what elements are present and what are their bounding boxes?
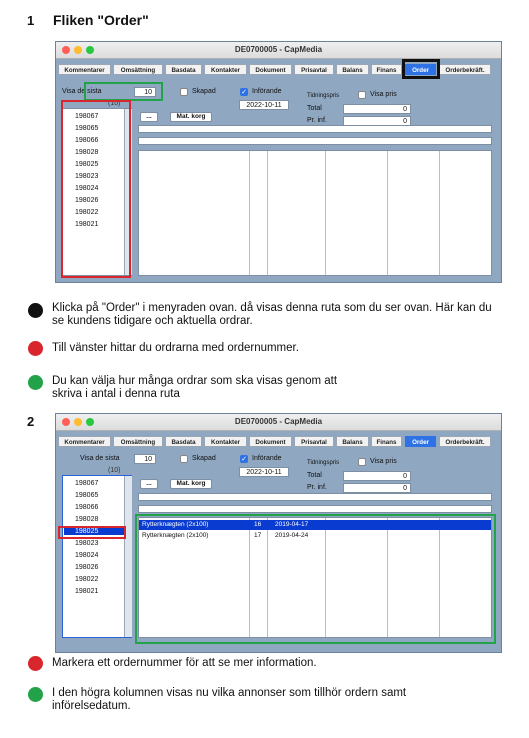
visa-pris-checkbox[interactable]: [358, 458, 366, 466]
visa-de-sista-label: Visa de sista: [80, 455, 120, 462]
order-item[interactable]: 198026: [75, 564, 99, 571]
visa-de-sista-label: Visa de sista: [62, 88, 102, 95]
tab-bar: [56, 64, 501, 75]
order-item[interactable]: 198023: [75, 540, 99, 547]
black-bullet-icon: [28, 303, 43, 318]
header-bar: [138, 505, 492, 513]
window-title: DE0700005 - CapMedia: [234, 45, 323, 54]
tidningspris-label: Tidningspris: [307, 460, 340, 466]
tab-orderbekraft[interactable]: Orderbekräft.: [439, 436, 491, 447]
order-item[interactable]: 198066: [75, 504, 99, 511]
ad-row-selected[interactable]: [139, 520, 491, 530]
green-bullet-icon: [28, 375, 43, 390]
pr-inf-label: Pr. inf.: [307, 117, 327, 124]
step-title: Fliken "Order": [53, 12, 149, 28]
tab-orderbekraft[interactable]: Orderbekräft.: [439, 64, 491, 75]
tidningspris-label: Tidningspris: [307, 93, 340, 99]
red-bullet-icon: [28, 341, 43, 356]
total-label: Total: [307, 105, 322, 112]
inforande-checkbox[interactable]: ✓: [241, 456, 247, 463]
tab-kontakter[interactable]: Kontakter: [204, 64, 247, 75]
green-bullet-icon: [28, 687, 43, 702]
pr-inf-field: 0: [343, 116, 411, 126]
ads-grid[interactable]: [138, 150, 492, 276]
tab-basdata[interactable]: Basdata: [165, 436, 202, 447]
ad-row[interactable]: [139, 531, 491, 541]
ad-date: 2019-04-17: [275, 521, 309, 528]
visa-pris-checkbox[interactable]: [358, 91, 366, 99]
dots-button[interactable]: ...: [140, 479, 158, 489]
tab-basdata[interactable]: Basdata: [165, 64, 202, 75]
date-field[interactable]: 2022-10-11: [239, 467, 289, 477]
total-label: Total: [307, 472, 322, 479]
note-order-tab: Klicka på "Order" i menyraden ovan. då visas denna ruta som du ser ovan. Här kan du se kundens tidigare och aktuella ordrar.: [52, 302, 492, 327]
mat-korg-button[interactable]: Mat. korg: [170, 479, 212, 489]
date-field[interactable]: 2022-10-11: [239, 100, 289, 110]
info-bar: [138, 493, 492, 501]
note-order-list: Till vänster hittar du ordrarna med ordernummer.: [52, 342, 299, 354]
window-title: DE0700005 - CapMedia: [234, 417, 323, 426]
header-bar: [138, 137, 492, 145]
skapad-label: Skapad: [192, 455, 216, 462]
order-item[interactable]: 198067: [75, 480, 99, 487]
tab-order[interactable]: Order: [405, 436, 436, 447]
order-list[interactable]: [62, 475, 132, 638]
tab-prisavtal[interactable]: Prisavtal: [294, 436, 334, 447]
pr-inf-label: Pr. inf.: [307, 484, 327, 491]
order-item[interactable]: 198023: [75, 173, 99, 180]
inforande-label: Införande: [252, 88, 282, 95]
window-titlebar: [56, 414, 501, 431]
pr-inf-field: 0: [343, 483, 411, 493]
order-item-selected[interactable]: 198025: [64, 528, 130, 535]
ad-number: 17: [254, 532, 262, 539]
tab-kontakter[interactable]: Kontakter: [204, 436, 247, 447]
visa-pris-label: Visa pris: [370, 91, 397, 98]
note-select-order: Markera ett ordernummer för att se mer information.: [52, 657, 317, 669]
order-item[interactable]: 198067: [75, 113, 99, 120]
order-item[interactable]: 198022: [75, 209, 99, 216]
ad-date: 2019-04-24: [275, 532, 309, 539]
visa-pris-label: Visa pris: [370, 458, 397, 465]
capmedia-window-2: [55, 413, 502, 653]
window-titlebar: [56, 42, 501, 59]
capmedia-window-1: [55, 41, 502, 283]
order-list[interactable]: [62, 108, 132, 276]
note-visa-antal: Du kan välja hur många ordrar som ska visas genom att skriva i antal i denna ruta: [52, 375, 338, 400]
order-item[interactable]: 198065: [75, 125, 99, 132]
mat-korg-button[interactable]: Mat. korg: [170, 112, 212, 122]
visa-de-sista-input[interactable]: 10: [134, 87, 156, 97]
tab-dokument[interactable]: Dokument: [249, 64, 292, 75]
tab-finans[interactable]: Finans: [371, 64, 402, 75]
tab-kommentarer[interactable]: Kommentarer: [58, 436, 111, 447]
note-ads-column: I den högra kolumnen visas nu vilka annonser som tillhör ordern samt införelsedatum.: [52, 687, 407, 712]
order-item[interactable]: 198022: [75, 576, 99, 583]
order-count: (10): [108, 100, 121, 107]
inforande-checkbox[interactable]: ✓: [241, 89, 247, 96]
inforande-label: Införande: [252, 455, 282, 462]
order-item[interactable]: 198026: [75, 197, 99, 204]
ad-name: Rytterknægten (2x100): [142, 521, 209, 528]
order-item[interactable]: 198025: [75, 161, 99, 168]
dots-button[interactable]: ...: [140, 112, 158, 122]
order-list-scrollbar[interactable]: [124, 476, 132, 637]
tab-balans[interactable]: Balans: [336, 64, 369, 75]
order-list-scrollbar[interactable]: [124, 109, 132, 275]
skapad-label: Skapad: [192, 88, 216, 95]
step-number-2: 2: [27, 414, 35, 429]
order-item[interactable]: 198024: [75, 552, 99, 559]
skapad-checkbox[interactable]: [180, 88, 188, 96]
order-item[interactable]: 198021: [75, 221, 99, 228]
order-item[interactable]: 198028: [75, 149, 99, 156]
order-item[interactable]: 198024: [75, 185, 99, 192]
order-item[interactable]: 198028: [75, 516, 99, 523]
tab-omsattning[interactable]: Omsättning: [113, 436, 163, 447]
tab-prisavtal[interactable]: Prisavtal: [294, 64, 334, 75]
tab-dokument[interactable]: Dokument: [249, 436, 292, 447]
order-item[interactable]: 198021: [75, 588, 99, 595]
tab-finans[interactable]: Finans: [371, 436, 402, 447]
order-count: (10): [108, 467, 121, 474]
total-field: 0: [343, 471, 411, 481]
order-item[interactable]: 198066: [75, 137, 99, 144]
red-bullet-icon: [28, 656, 43, 671]
info-bar: [138, 125, 492, 133]
ad-number: 16: [254, 521, 262, 528]
ads-grid[interactable]: [138, 517, 492, 638]
tab-balans[interactable]: Balans: [336, 436, 369, 447]
tab-omsattning[interactable]: Omsättning: [113, 64, 163, 75]
tab-order[interactable]: Order: [405, 64, 436, 75]
skapad-checkbox[interactable]: [180, 455, 188, 463]
total-field: 0: [343, 104, 411, 114]
tab-bar: [56, 436, 501, 447]
step-number-1: 1: [27, 13, 35, 28]
ad-name: Rytterknægten (2x100): [142, 532, 209, 539]
order-item[interactable]: 198065: [75, 492, 99, 499]
visa-de-sista-input[interactable]: 10: [134, 454, 156, 464]
tab-kommentarer[interactable]: Kommentarer: [58, 64, 111, 75]
